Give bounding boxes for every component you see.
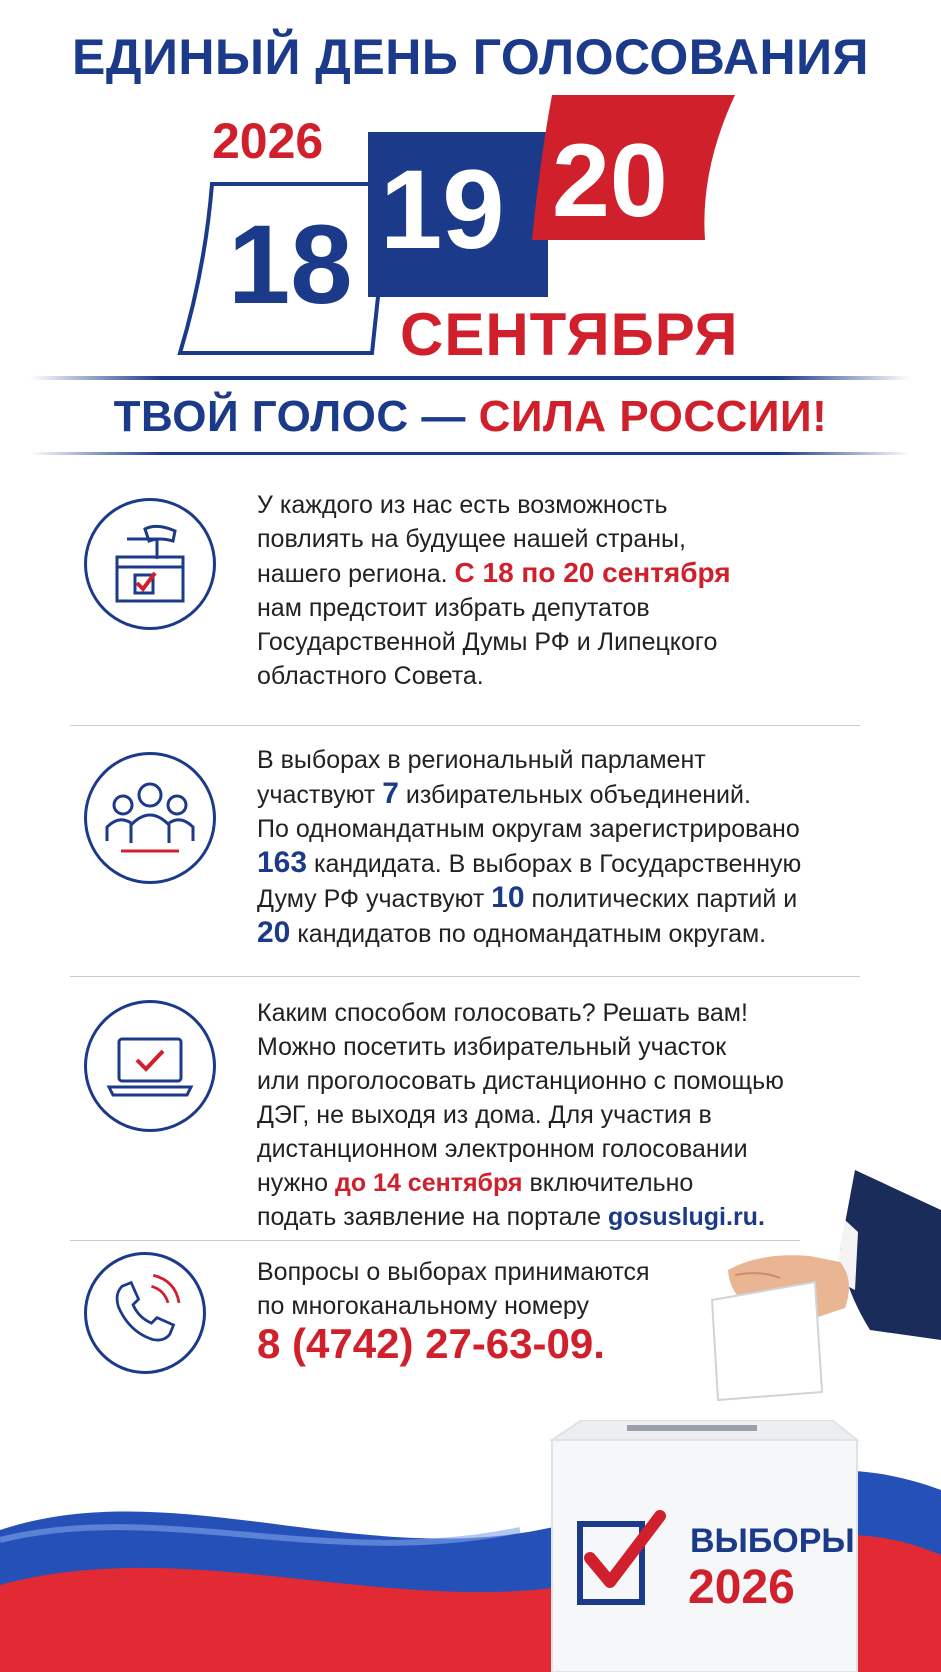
section-1-line-1: У каждого из нас есть возможность bbox=[257, 491, 668, 519]
section-2-line-2 bbox=[257, 777, 857, 812]
section-4-line-2: по многоканальному номеру bbox=[257, 1292, 590, 1320]
election-year: 2026 bbox=[212, 113, 324, 169]
section-3-line-3: или проголосовать дистанционно с помощью bbox=[257, 1067, 784, 1095]
section-2-line-2-a: участвуют bbox=[257, 781, 383, 809]
section-3-line-6-c: включительно bbox=[522, 1169, 694, 1197]
section-2-line-5-a: Думу РФ участвуют bbox=[257, 885, 492, 913]
parties-count: 10 bbox=[491, 881, 525, 914]
date-day-20: 20 bbox=[552, 123, 668, 239]
section-1-line-3-text: нашего региона. bbox=[257, 560, 455, 588]
section-3-line-2: Можно посетить избирательный участок bbox=[257, 1033, 727, 1061]
section-2-text bbox=[257, 743, 857, 951]
ballot-box-year: 2026 bbox=[688, 1561, 795, 1614]
slogan-top-rule bbox=[30, 376, 910, 380]
section-2-line-5 bbox=[257, 881, 857, 916]
section-1-line-4: нам предстоит избрать депутатов bbox=[257, 594, 650, 622]
phone-icon bbox=[84, 1252, 206, 1374]
section-2-line-4-b: кандидата. В выборах в Государственную bbox=[307, 850, 802, 878]
application-deadline: до 14 сентября bbox=[334, 1169, 523, 1197]
poster-title: ЕДИНЫЙ ДЕНЬ ГОЛОСОВАНИЯ bbox=[72, 29, 869, 85]
laptop-check-icon bbox=[84, 1000, 216, 1132]
candidates-count: 163 bbox=[257, 846, 308, 879]
section-1-text bbox=[257, 488, 857, 693]
slogan bbox=[0, 392, 941, 442]
section-2-line-2-c: избирательных объединений. bbox=[398, 781, 751, 809]
section-2-line-6 bbox=[257, 916, 857, 951]
section-1-dates: С 18 по 20 сентября bbox=[454, 557, 731, 588]
section-1-line-6: областного Совета. bbox=[257, 662, 484, 690]
hand-with-ballot-graphic bbox=[640, 1170, 941, 1440]
date-month: СЕНТЯБРЯ bbox=[400, 301, 739, 368]
section-3-line-7-a: подать заявление на портале bbox=[257, 1203, 608, 1231]
section-2-line-4 bbox=[257, 846, 857, 881]
ballot-box-label: ВЫБОРЫ bbox=[690, 1522, 855, 1560]
slogan-part-1: ТВОЙ ГОЛОС — bbox=[113, 392, 479, 441]
section-1-line-5: Государственной Думы РФ и Липецкого bbox=[257, 628, 718, 656]
section-1-line-3 bbox=[257, 556, 857, 591]
section-2-line-3: По одномандатным округам зарегистрировано bbox=[257, 815, 800, 843]
divider bbox=[70, 976, 860, 977]
section-2-line-6-b: кандидатов по одномандатным округам. bbox=[290, 920, 767, 948]
gosuslugi-link[interactable]: gosuslugi.ru. bbox=[607, 1203, 765, 1231]
section-2-line-5-c: политических партий и bbox=[524, 885, 798, 913]
ballot-box-icon bbox=[84, 498, 216, 630]
date-day-18: 18 bbox=[228, 202, 353, 327]
slogan-bottom-rule bbox=[30, 452, 910, 455]
people-group-icon bbox=[84, 752, 216, 884]
section-4-line-1: Вопросы о выборах принимаются bbox=[257, 1258, 650, 1286]
section-3-line-6-a: нужно bbox=[257, 1169, 335, 1197]
divider bbox=[70, 725, 860, 726]
section-1-line-2: повлиять на будущее нашей страны, bbox=[257, 525, 686, 553]
date-day-19: 19 bbox=[380, 147, 505, 272]
duma-candidates-count: 20 bbox=[257, 916, 291, 949]
associations-count: 7 bbox=[382, 777, 399, 810]
section-3-line-5: дистанционном электронном голосовании bbox=[257, 1135, 748, 1163]
slogan-part-2: СИЛА РОССИИ! bbox=[478, 392, 828, 441]
section-3-line-1: Каким способом голосовать? Решать вам! bbox=[257, 999, 748, 1027]
section-3-line-4: ДЭГ, не выходя из дома. Для участия в bbox=[257, 1101, 712, 1129]
section-2-line-1: В выборах в региональный парламент bbox=[257, 746, 706, 774]
hotline-phone-number[interactable]: 8 (4742) 27-63-09. bbox=[257, 1320, 605, 1367]
